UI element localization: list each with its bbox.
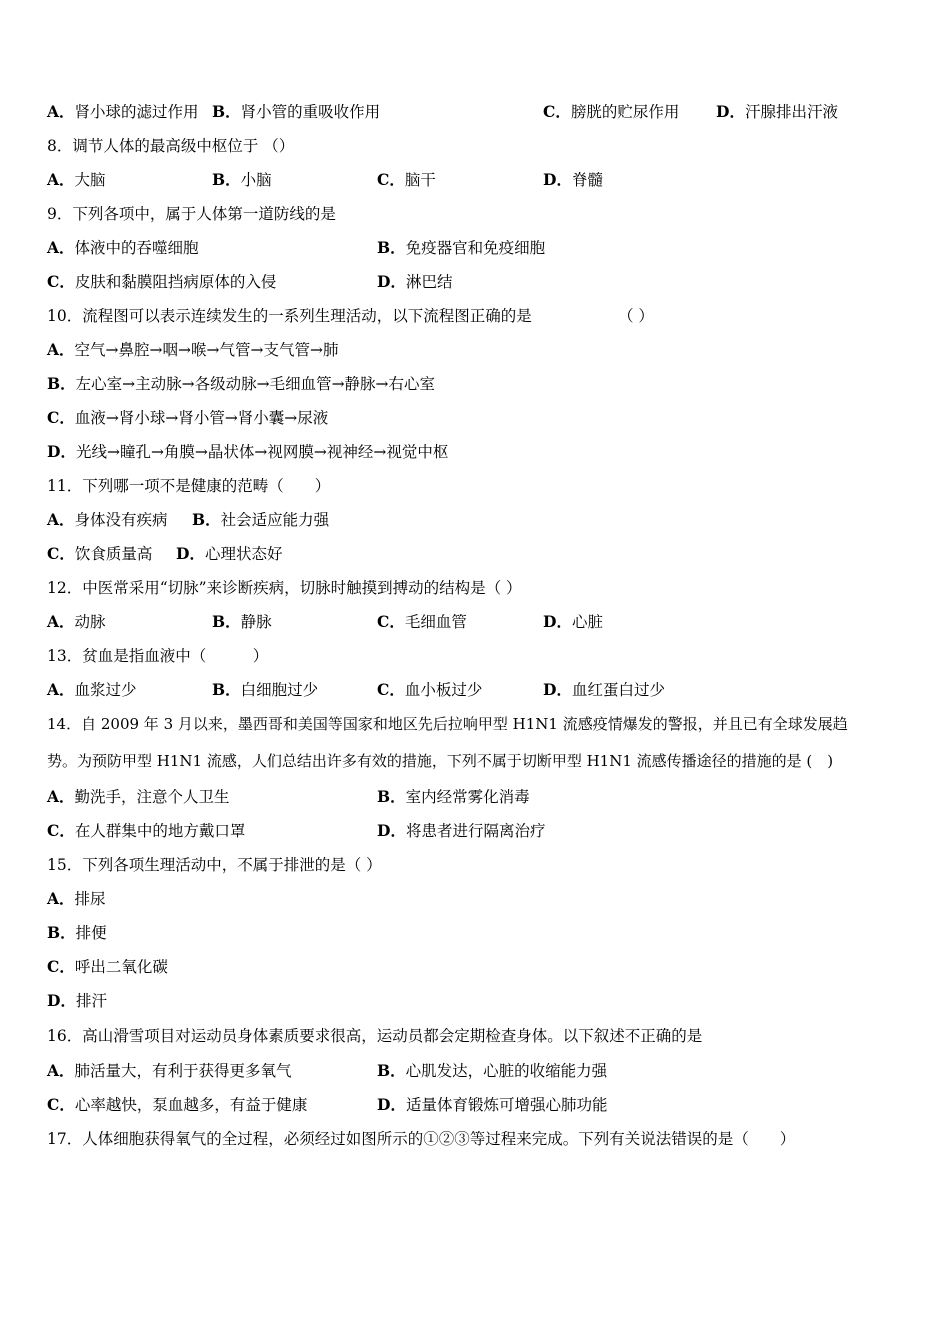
q7-option-a: A．肾小球的滤过作用 <box>47 102 199 121</box>
q10-option-a: A．空气→鼻腔→咽→喉→气管→支气管→肺 <box>47 340 339 359</box>
q15-option-c: C．呼出二氧化碳 <box>47 957 168 976</box>
q9-option-c: C．皮肤和黏膜阻挡病原体的入侵 <box>47 272 277 291</box>
q16-option-d: D．适量体育锻炼可增强心肺功能 <box>377 1095 608 1114</box>
q16-option-a: A．肺活量大，有利于获得更多氧气 <box>47 1061 292 1080</box>
q17-stem: 17．人体细胞获得氧气的全过程，必须经过如图所示的①②③等过程来完成。下列有关说法错误的是（ ） <box>47 1130 796 1148</box>
q14-option-c: C．在人群集中的地方戴口罩 <box>47 821 246 840</box>
q15-stem: 15．下列各项生理活动中，不属于排泄的是（ ） <box>47 856 382 874</box>
q10-option-c: C．血液→肾小球→肾小管→肾小囊→尿液 <box>47 408 329 427</box>
q14-option-a: A．勤洗手，注意个人卫生 <box>47 787 230 806</box>
q10-option-b: B．左心室→主动脉→各级动脉→毛细血管→静脉→右心室 <box>47 374 436 393</box>
q8-option-a: A．大脑 <box>47 170 106 189</box>
q16-stem: 16．高山滑雪项目对运动员身体素质要求很高，运动员都会定期检查身体。以下叙述不正确的是 <box>47 1027 703 1045</box>
q13-option-d: D．血红蛋白过少 <box>543 680 665 699</box>
q8-stem: 8．调节人体的最高级中枢位于 （） <box>47 137 295 155</box>
q10-stem: 10．流程图可以表示连续发生的一系列生理活动，以下流程图正确的是 <box>47 307 532 325</box>
q10-option-d: D．光线→瞳孔→角膜→晶状体→视网膜→视神经→视觉中枢 <box>47 442 449 461</box>
q14-stem-line1: 14．自 2009 年 3 月以来，墨西哥和美国等国家和地区先后拉响甲型 H1N1 流感疫情爆发的警报，并且已有全球发展趋 <box>47 715 848 733</box>
q12-option-a: A．动脉 <box>47 612 106 631</box>
q15-option-d: D．排汗 <box>47 991 107 1010</box>
q13-option-a: A．血浆过少 <box>47 680 137 699</box>
q16-option-c: C．心率越快，泵血越多，有益于健康 <box>47 1095 308 1114</box>
q12-option-b: B．静脉 <box>212 612 272 631</box>
q13-option-b: B．白细胞过少 <box>212 680 319 699</box>
q15-option-a: A．排尿 <box>47 889 106 908</box>
q9-option-b: B．免疫器官和免疫细胞 <box>377 238 546 257</box>
q12-option-d: D．心脏 <box>543 612 603 631</box>
q8-option-d: D．脊髓 <box>543 170 603 189</box>
q14-stem-line2: 势。为预防甲型 H1N1 流感，人们总结出许多有效的措施，下列不属于切断甲型 H1N1 流感传播途径的措施的是 ( ) <box>47 752 834 770</box>
q13-option-c: C．血小板过少 <box>377 680 483 699</box>
q8-option-b: B．小脑 <box>212 170 272 189</box>
q9-option-a: A．体液中的吞噬细胞 <box>47 238 199 257</box>
q7-option-c: C．膀胱的贮尿作用 <box>543 102 680 121</box>
q12-stem: 12．中医常采用“切脉”来诊断疾病，切脉时触摸到搏动的结构是（ ） <box>47 579 522 597</box>
q11-option-a: A．身体没有疾病 <box>47 510 168 529</box>
q7-option-d: D．汗腺排出汗液 <box>716 102 838 121</box>
q11-option-c: C．饮食质量高 <box>47 544 153 563</box>
q10-answer-paren: （ ） <box>618 307 654 325</box>
q14-option-b: B．室内经常雾化消毒 <box>377 787 530 806</box>
q16-option-b: B．心肌发达，心脏的收缩能力强 <box>377 1061 608 1080</box>
q11-stem: 11．下列哪一项不是健康的范畴（ ） <box>47 477 331 495</box>
q9-option-d: D．淋巴结 <box>377 272 453 291</box>
q11-option-d: D．心理状态好 <box>176 544 283 563</box>
q11-option-b: B．社会适应能力强 <box>192 510 330 529</box>
q12-option-c: C．毛细血管 <box>377 612 467 631</box>
q9-stem: 9．下列各项中，属于人体第一道防线的是 <box>47 205 336 223</box>
q13-stem: 13．贫血是指血液中（ ） <box>47 647 269 665</box>
q15-option-b: B．排便 <box>47 923 107 942</box>
q14-option-d: D．将患者进行隔离治疗 <box>377 821 546 840</box>
q8-option-c: C．脑干 <box>377 170 436 189</box>
q7-option-b: B．肾小管的重吸收作用 <box>212 102 381 121</box>
